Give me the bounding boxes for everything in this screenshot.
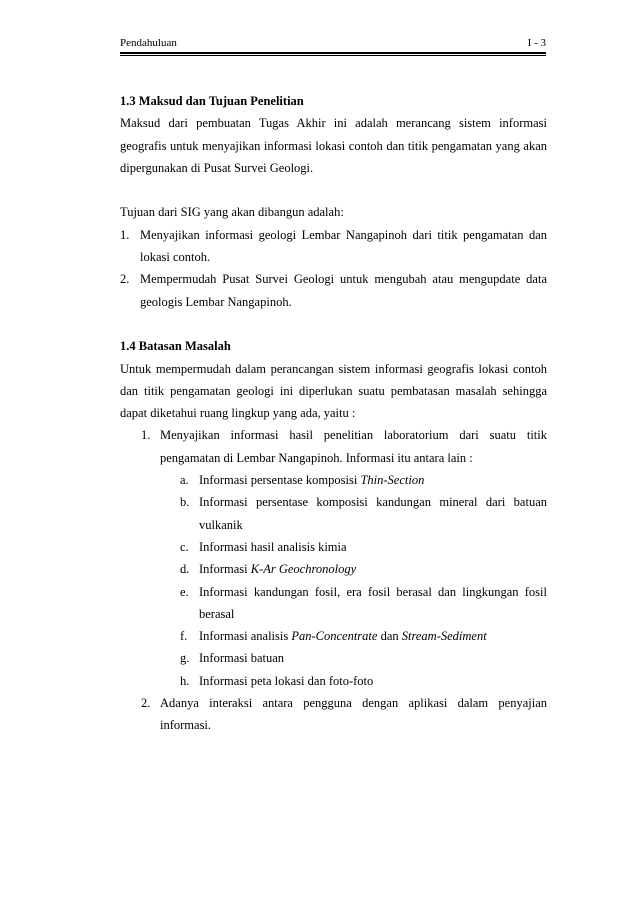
- list-item: [120, 268, 547, 313]
- header-rule-thin: [120, 55, 546, 56]
- list-item-text: Menyajikan informasi geologi Lembar Nangapinoh dari titik pengamatan dan lokasi contoh.: [140, 227, 547, 265]
- sub-list-item-text: Informasi batuan: [199, 651, 285, 666]
- list-item: [120, 692, 547, 737]
- sub-list-item-text: Informasi: [199, 562, 251, 577]
- list-marker: 1.: [141, 428, 151, 443]
- sub-list-item-italic-term: K-Ar Geochronology: [250, 562, 357, 577]
- sub-list-marker: c.: [180, 539, 189, 554]
- header-page-number: I - 3: [527, 37, 546, 49]
- section-1-3-paragraph-tujuan: Tujuan dari SIG yang akan dibangun adalah:: [120, 205, 344, 220]
- section-1-4-paragraph: Untuk mempermudah dalam perancangan sistem informasi geografis lokasi contoh dan titik pengamatan geologi ini diperlukan suatu pembatasan masalah sehingga dapat diketahui ruang lingkup yang ada, yaitu :: [120, 361, 547, 421]
- sub-list-item: [120, 491, 547, 536]
- sub-list-item: [120, 647, 547, 669]
- sub-list-item: [120, 558, 547, 580]
- list-item: [120, 424, 547, 469]
- list-marker: 2.: [120, 272, 130, 287]
- sub-list-item-text: Informasi kandungan fosil, era fosil berasal dan lingkungan fosil berasal: [199, 584, 547, 621]
- spacer: [120, 313, 547, 335]
- sub-list-marker: g.: [180, 651, 190, 666]
- list-item: [120, 224, 547, 269]
- list-marker: 2.: [141, 696, 151, 711]
- sub-list-item: [120, 536, 547, 558]
- page-content: [120, 90, 547, 737]
- page-header: [120, 37, 546, 53]
- sub-list-marker: e.: [180, 584, 189, 599]
- sub-list-marker: b.: [180, 495, 190, 510]
- sub-list-item: [120, 581, 547, 626]
- sub-list-item: [120, 469, 547, 491]
- header-rule-thick: [120, 52, 546, 54]
- sub-list-marker: a.: [180, 473, 189, 488]
- sub-list-marker: h.: [180, 673, 190, 688]
- sub-list-marker: d.: [180, 562, 190, 577]
- sub-list-item-text: Informasi persentase komposisi kandungan mineral dari batuan vulkanik: [199, 495, 547, 532]
- sub-list-item: [120, 625, 547, 647]
- sub-list-item-text: Informasi analisis: [199, 629, 292, 644]
- sub-list-item-italic-term: Pan-Concentrate: [291, 629, 378, 644]
- list-item-text: Adanya interaksi antara pengguna dengan aplikasi dalam penyajian informasi.: [160, 696, 547, 733]
- sub-list-item-text: Informasi peta lokasi dan foto-foto: [199, 673, 374, 688]
- list-item-text: Menyajikan informasi hasil penelitian laboratorium dari suatu titik pengamatan di Lembar Nangapinoh. Informasi itu antara lain :: [160, 428, 547, 465]
- sub-list-item-text: Informasi hasil analisis kimia: [199, 539, 347, 554]
- sub-list-marker: f.: [180, 629, 188, 644]
- sub-list-item-italic-term: Stream-Sediment: [401, 629, 487, 644]
- sub-list-item-italic-term: Thin-Section: [360, 473, 425, 488]
- sub-list-item-text: Informasi persentase komposisi: [199, 473, 361, 488]
- section-heading-1-3: 1.3 Maksud dan Tujuan Penelitian: [120, 94, 304, 108]
- section-heading-1-4: 1.4 Batasan Masalah: [120, 339, 231, 354]
- sub-list-item-text: dan: [377, 629, 402, 644]
- list-marker: 1.: [120, 227, 130, 242]
- section-1-3-paragraph-maksud: Maksud dari pembuatan Tugas Akhir ini adalah merancang sistem informasi geografis untuk menyajikan informasi lokasi contoh dan titik pengamatan yang akan dipergunakan di Pusat Survei Geologi.: [120, 116, 547, 175]
- header-chapter: Pendahuluan: [120, 37, 177, 49]
- sub-list-item: [120, 670, 547, 692]
- list-item-text: Mempermudah Pusat Survei Geologi untuk mengubah atau mengupdate data geologis Lembar Nangapinoh.: [140, 272, 547, 309]
- spacer: [120, 179, 547, 201]
